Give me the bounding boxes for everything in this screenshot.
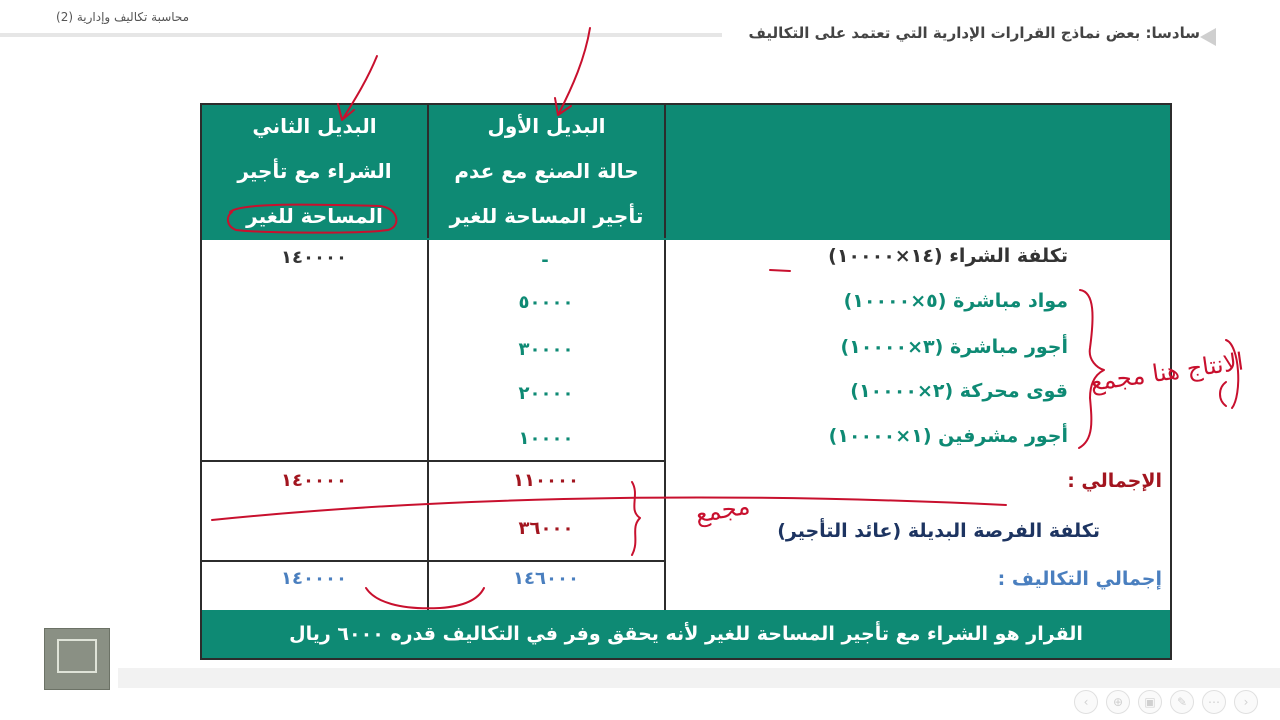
row-divider bbox=[202, 238, 1170, 240]
header-alt2-line2: الشراء مع تأجير bbox=[237, 159, 392, 183]
header-alt1-line2: حالة الصنع مع عدم bbox=[454, 159, 639, 183]
pen-icon[interactable]: ✎ bbox=[1170, 690, 1194, 714]
slides-icon[interactable]: ▣ bbox=[1138, 690, 1162, 714]
alt1-supervisors-value: ١٠٠٠٠ bbox=[518, 428, 574, 449]
ink-note-total: مجمع bbox=[693, 491, 753, 529]
alt1-subtotal-value: ١١٠٠٠٠ bbox=[513, 470, 579, 491]
row-label-power: قوى محركة (٢×١٠٠٠٠) bbox=[850, 380, 1068, 402]
ink-bracket-right bbox=[1226, 340, 1238, 408]
alt1-total-value: ١٤٦٠٠٠ bbox=[513, 568, 579, 589]
alt1-labor-value: ٣٠٠٠٠ bbox=[518, 339, 574, 360]
row-label-labor: أجور مباشرة (٣×١٠٠٠٠) bbox=[840, 336, 1068, 358]
ink-arrow-alt1 bbox=[555, 28, 590, 115]
decision-band: القرار هو الشراء مع تأجير المساحة للغير لأنه يحقق وفر في التكاليف قدره ٦٠٠٠ ريال bbox=[202, 610, 1170, 658]
row-divider bbox=[202, 460, 666, 462]
prev-slide-arrow-icon[interactable] bbox=[1200, 28, 1216, 46]
menu-icon[interactable]: ⋯ bbox=[1202, 690, 1226, 714]
previous-icon[interactable]: ‹ bbox=[1074, 690, 1098, 714]
row-divider bbox=[202, 560, 666, 562]
row-label-supervisors: أجور مشرفين (١×١٠٠٠٠) bbox=[828, 425, 1068, 447]
row-label-materials: مواد مباشرة (٥×١٠٠٠٠) bbox=[843, 290, 1068, 312]
university-logo bbox=[44, 628, 110, 690]
row-label-total: إجمالي التكاليف : bbox=[997, 568, 1162, 590]
logo-emblem bbox=[57, 639, 97, 673]
row-label-subtotal: الإجمالي : bbox=[1067, 470, 1162, 492]
zoom-icon[interactable]: ⊕ bbox=[1106, 690, 1130, 714]
alt1-opportunity-value: ٣٦٠٠٠ bbox=[518, 518, 574, 539]
ink-note-direct: الانتاج هنا مجمع bbox=[1088, 347, 1246, 397]
alt1-purchase-value: - bbox=[541, 250, 551, 271]
column-divider bbox=[664, 105, 666, 610]
alt2-total-value: ١٤٠٠٠٠ bbox=[281, 568, 347, 589]
row-label-purchase: تكلفة الشراء (١٤×١٠٠٠٠) bbox=[828, 245, 1068, 267]
slide-heading: سادسا: بعض نماذج القرارات الإدارية التي تعتمد على التكاليف bbox=[748, 24, 1200, 42]
alt1-materials-value: ٥٠٠٠٠ bbox=[518, 292, 574, 313]
presentation-toolbar bbox=[1074, 690, 1258, 714]
header-alt2-line3: المساحة للغير bbox=[246, 204, 383, 228]
header-blank bbox=[666, 105, 1170, 238]
header-alt1-line1: البديل الأول bbox=[487, 114, 606, 138]
header-divider bbox=[0, 33, 722, 37]
next-icon[interactable]: › bbox=[1234, 690, 1258, 714]
column-divider bbox=[427, 105, 429, 610]
alt2-purchase-value: ١٤٠٠٠٠ bbox=[281, 247, 347, 268]
header-alt2 bbox=[202, 105, 427, 238]
course-title: محاسبة تكاليف وإدارية (2) bbox=[56, 10, 190, 24]
header-alt1 bbox=[429, 105, 664, 238]
bottom-scroll-bar[interactable] bbox=[118, 668, 1280, 688]
header-alt1-line3: تأجير المساحة للغير bbox=[449, 204, 644, 228]
alt2-subtotal-value: ١٤٠٠٠٠ bbox=[281, 470, 347, 491]
header-alt2-line1: البديل الثاني bbox=[252, 114, 377, 138]
ink-bracket-left bbox=[1220, 382, 1226, 406]
alt1-power-value: ٢٠٠٠٠ bbox=[518, 383, 574, 404]
row-label-opportunity-cost: تكلفة الفرصة البديلة (عائد التأجير) bbox=[777, 520, 1100, 542]
